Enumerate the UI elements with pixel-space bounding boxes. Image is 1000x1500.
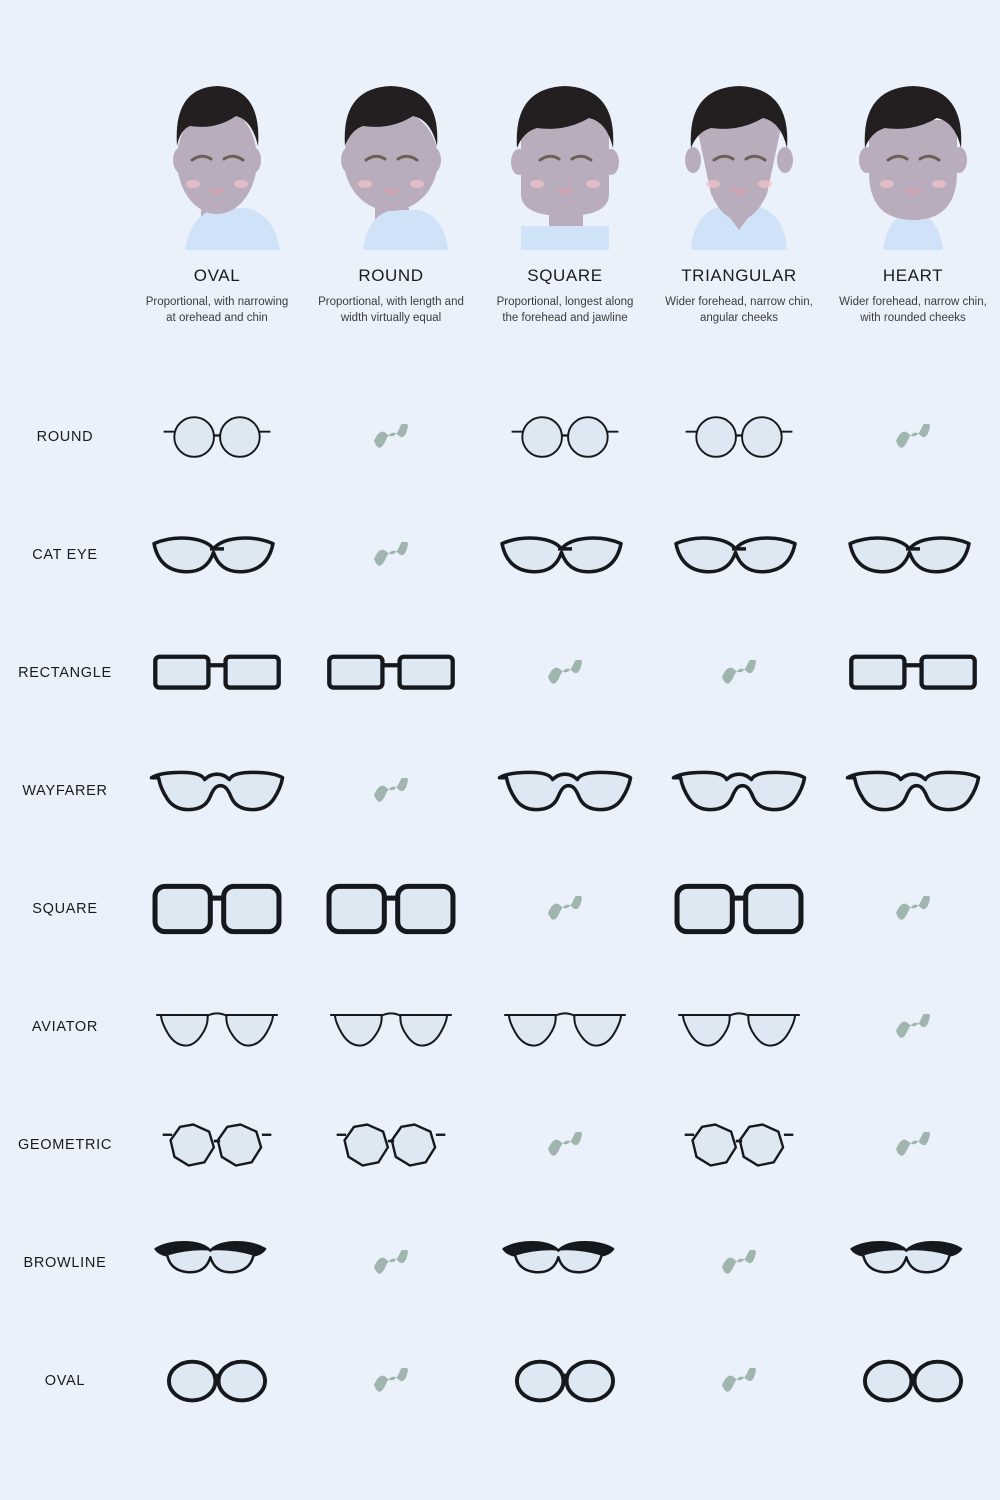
face-column-round	[304, 60, 478, 326]
frame-style-label: ROUND	[36, 429, 94, 445]
glasses-icon-geometric-triangular	[652, 1086, 826, 1204]
face-column-oval	[130, 60, 304, 326]
glasses-icon-browline-heart	[826, 1204, 1000, 1322]
glasses-icon-round-square	[478, 378, 652, 496]
matrix-row	[0, 1322, 1000, 1440]
face-illustration-heart	[841, 60, 986, 250]
matrix-row	[0, 496, 1000, 614]
squiggle-icon	[826, 1086, 1000, 1204]
squiggle-icon	[304, 1322, 478, 1440]
face-desc-triangular: Wider forehead, narrow chin, angular cheeks	[665, 296, 813, 324]
face-title-round: ROUND	[358, 266, 424, 285]
squiggle-icon	[304, 1204, 478, 1322]
glasses-icon-oval-oval	[130, 1322, 304, 1440]
glasses-icon-wayfarer-square	[478, 732, 652, 850]
matrix-row-cells	[130, 378, 1000, 496]
squiggle-icon	[304, 732, 478, 850]
glasses-icon-cat-eye-oval	[130, 496, 304, 614]
glasses-icon-cat-eye-triangular	[652, 496, 826, 614]
glasses-icon-rectangle-round	[304, 614, 478, 732]
face-illustration-square	[493, 60, 638, 250]
face-title-heart: HEART	[882, 266, 944, 285]
glasses-icon-browline-oval	[130, 1204, 304, 1322]
glasses-icon-square-triangular	[652, 850, 826, 968]
matrix-row	[0, 732, 1000, 850]
matrix-row-cells	[130, 1204, 1000, 1322]
frame-style-label: RECTANGLE	[18, 665, 112, 681]
matrix-row-cells	[130, 614, 1000, 732]
glasses-icon-square-round	[304, 850, 478, 968]
face-desc-round: Proportional, with length and width virtually equal	[318, 296, 464, 324]
face-illustration-oval	[145, 60, 290, 250]
matrix-row-cells	[130, 1086, 1000, 1204]
glasses-icon-rectangle-oval	[130, 614, 304, 732]
squiggle-icon	[304, 378, 478, 496]
squiggle-icon	[652, 614, 826, 732]
squiggle-icon	[826, 850, 1000, 968]
face-title-oval: OVAL	[193, 266, 241, 285]
glasses-icon-round-oval	[130, 378, 304, 496]
face-illustration-round	[319, 60, 464, 250]
matrix-row-cells	[130, 1322, 1000, 1440]
frame-style-label: BROWLINE	[23, 1255, 107, 1271]
matrix-row	[0, 850, 1000, 968]
matrix-row-cells	[130, 732, 1000, 850]
frame-style-label: WAYFARER	[22, 783, 108, 799]
squiggle-icon	[652, 1204, 826, 1322]
face-shape-header	[130, 60, 1000, 326]
face-column-square	[478, 60, 652, 326]
glasses-icon-geometric-oval	[130, 1086, 304, 1204]
face-desc-oval: Proportional, with narrowing at orehead and chin	[145, 296, 289, 324]
face-desc-heart: Wider forehead, narrow chin, with rounded cheeks	[839, 296, 987, 324]
squiggle-icon	[304, 496, 478, 614]
face-title-triangular: TRIANGULAR	[681, 266, 797, 285]
glasses-icon-cat-eye-square	[478, 496, 652, 614]
glasses-icon-round-triangular	[652, 378, 826, 496]
glasses-icon-aviator-round	[304, 968, 478, 1086]
frame-style-label: GEOMETRIC	[17, 1137, 113, 1153]
frame-style-label: OVAL	[44, 1373, 86, 1389]
face-illustration-triangular	[667, 60, 812, 250]
face-column-triangular	[652, 60, 826, 326]
face-title-square: SQUARE	[527, 266, 603, 285]
glasses-icon-oval-square	[478, 1322, 652, 1440]
face-desc-square: Proportional, longest along the forehead and jawline	[496, 296, 634, 324]
squiggle-icon	[826, 378, 1000, 496]
glasses-icon-rectangle-heart	[826, 614, 1000, 732]
squiggle-icon	[826, 968, 1000, 1086]
frame-style-label: CAT EYE	[32, 547, 98, 563]
glasses-icon-aviator-square	[478, 968, 652, 1086]
glasses-icon-oval-heart	[826, 1322, 1000, 1440]
glasses-icon-wayfarer-oval	[130, 732, 304, 850]
matrix-row-cells	[130, 968, 1000, 1086]
glasses-icon-aviator-oval	[130, 968, 304, 1086]
glasses-icon-square-oval	[130, 850, 304, 968]
glasses-icon-browline-square	[478, 1204, 652, 1322]
matrix-row	[0, 968, 1000, 1086]
matrix-row-cells	[130, 496, 1000, 614]
matrix-row	[0, 1086, 1000, 1204]
squiggle-icon	[478, 1086, 652, 1204]
glasses-icon-aviator-triangular	[652, 968, 826, 1086]
glasses-icon-wayfarer-heart	[826, 732, 1000, 850]
glasses-icon-cat-eye-heart	[826, 496, 1000, 614]
squiggle-icon	[478, 850, 652, 968]
matrix-row	[0, 614, 1000, 732]
matrix-row	[0, 378, 1000, 496]
glasses-icon-geometric-round	[304, 1086, 478, 1204]
glasses-icon-wayfarer-triangular	[652, 732, 826, 850]
matrix-row-cells	[130, 850, 1000, 968]
squiggle-icon	[652, 1322, 826, 1440]
squiggle-icon	[478, 614, 652, 732]
frame-style-label: AVIATOR	[31, 1019, 99, 1035]
frame-style-label: SQUARE	[32, 901, 98, 917]
frame-face-matrix	[0, 378, 1000, 1440]
face-column-heart	[826, 60, 1000, 326]
matrix-row	[0, 1204, 1000, 1322]
